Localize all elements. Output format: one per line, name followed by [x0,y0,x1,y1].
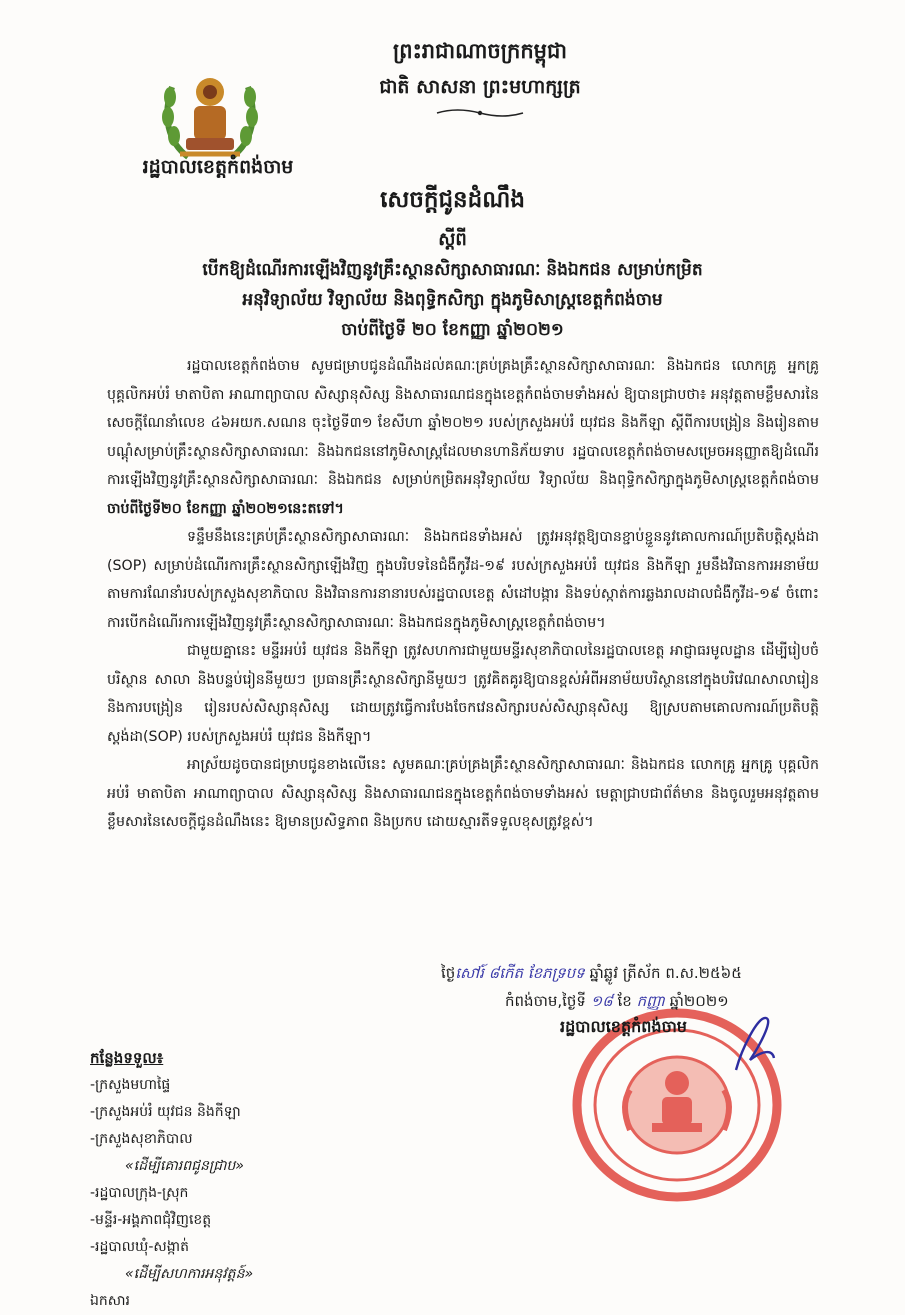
date-place-prefix: កំពង់ចាម,ថ្ងៃទី [505,992,586,1010]
notice-body [107,352,819,837]
lunar-date-handwritten: សៅរ៍ ៨កើត ខែភទ្របទ [455,964,590,982]
date-month-handwritten: កញ្ញា [636,992,665,1010]
recipients-heading: កន្លែងទទួល៖ [90,1049,164,1067]
notice-subject-line-2: អនុវិទ្យាល័យ វិទ្យាល័យ និងពុទ្ធិកសិក្សា ក្នុងភូមិសាស្ត្រខេត្តកំពង់ចាម [242,290,663,310]
notice-subject-line-3: ចាប់ពីថ្ងៃទី ២០ ខែកញ្ញា ឆ្នាំ២០២១ [341,320,564,340]
recipient-item: -រដ្ឋបាលឃុំ-សង្កាត់ [90,1239,189,1255]
national-motto: ជាតិ សាសនា ព្រះមហាក្សត្រ [379,76,581,98]
date-month-label: ខែ [617,992,632,1010]
date-day-handwritten: ១៨ [590,992,613,1010]
notice-subject-label: ស្តីពី [438,229,467,250]
provincial-emblem-icon [150,62,270,162]
signature-icon [728,1008,780,1078]
effective-date-bold: ចាប់ពីថ្ងៃទី២០ ខែកញ្ញា ឆ្នាំ២០២១នេះតទៅ។ [107,500,344,517]
recipient-note: «ដើម្បីគោរពជូនជ្រាប» [125,1158,244,1174]
date-year: ឆ្នាំ២០២១ [669,992,729,1010]
notice-title-block [120,186,785,344]
issuing-office: រដ្ឋបាលខេត្តកំពង់ចាម [142,156,294,178]
recipient-item: ឯកសារ [90,1293,130,1309]
paragraph-3: ជាមួយគ្នានេះ មន្ទីរអប់រំ យុវជន និងកីឡា ត្រូវសហការជាមួយមន្ទីរសុខាភិបាលនៃរដ្ឋបាលខេត្ត អាជ្ញាធរមូលដ្ឋាន ដើម្បីរៀបចំបរិស្ថាន សាលា និងបន្ទប់រៀននីមួយៗ ប្រធានគ្រឹះស្ថានសិក្សានីមួយៗ ត្រូវគិតគូរឱ្យបានខ្ពស់អំពីអនាម័យបរិស្ថាននៅក្នុងបរិវេណសាលារៀន និងការបង្រៀន រៀនរបស់សិស្សានុសិស្ស ដោយត្រូវធ្វើការបែងចែកវេនសិក្សារបស់សិស្សានុសិស្ស ឱ្យស្របតាមគោលការណ៍ប្រតិបត្តិស្តង់ដា(SOP) របស់ក្រសួងអប់រំ យុវជន និងកីឡា។ [107,643,819,745]
recipient-item: -ក្រសួងមហាផ្ទៃ [90,1077,171,1093]
gregorian-date [505,992,729,1014]
kingdom-header [330,38,630,123]
recipient-item: -ក្រសួងអប់រំ យុវជន និងកីឡា [90,1104,241,1120]
recipient-note: «ដើម្បីសហការអនុវត្តន៍» [125,1266,254,1282]
recipient-item: -រដ្ឋបាលក្រុង-ស្រុក [90,1185,189,1201]
ornament-divider [435,107,525,119]
paragraph-1-text: រដ្ឋបាលខេត្តកំពង់ចាម សូមជម្រាបជូនដំណឹងដល់គណៈគ្រប់គ្រងគ្រឹះស្ថានសិក្សាសាធារណៈ និងឯកជន លោកគ្រូ អ្នកគ្រូ បុគ្គលិកអប់រំ មាតាបិតា អាណាព្យាបាល សិស្សានុសិស្ស និងសាធារណជនក្នុងខេត្តកំពង់ចាមទាំងអស់ ឱ្យបានជ្រាបថា៖ អនុវត្តតាមខ្លឹមសារនៃសេចក្តីណែនាំលេខ ៤៦អយក.សណន ចុះថ្ងៃទី៣១ ខែសីហា ឆ្នាំ២០២១ របស់ក្រសួងអប់រំ យុវជន និងកីឡា ស្តីពីការបង្រៀន និងរៀនតាមបណ្តុំសម្រាប់គ្រឹះស្ថានសិក្សាសាធារណៈ និងឯកជននៅភូមិសាស្ត្រដែលមានហានិភ័យទាប រដ្ឋបាលខេត្តកំពង់ចាមសម្រេចអនុញ្ញាតឱ្យដំណើរការឡើងវិញនូវគ្រឹះស្ថានសិក្សាសាធារណៈ និងឯកជន សម្រាប់កម្រិតអនុវិទ្យាល័យ វិទ្យាល័យ និងពុទ្ធិកសិក្សាក្នុងភូមិសាស្ត្រខេត្តកំពង់ចាម [107,358,819,488]
lunar-date [441,964,742,986]
recipient-item: -មន្ទីរ-អង្គភាពជុំវិញខេត្ត [90,1212,212,1228]
paragraph-4: អាស្រ័យដូចបានជម្រាបជូនខាងលើនេះ សូមគណៈគ្រប់គ្រងគ្រឹះស្ថានសិក្សាសាធារណៈ និងឯកជន លោកគ្រូ អ្នកគ្រូ បុគ្គលិកអប់រំ មាតាបិតា អាណាព្យាបាល សិស្សានុសិស្ស និងសាធារណជនក្នុងខេត្តកំពង់ចាមទាំងអស់ មេត្តាជ្រាបជាព័ត៌មាន និងចូលរួមអនុវត្តតាមខ្លឹមសារនៃសេចក្តីជូនដំណឹងនេះ ឱ្យមានប្រសិទ្ធភាព និងប្រកប ដោយស្មារតីទទួលខុសត្រូវខ្ពស់។ [107,757,819,830]
lunar-date-suffix: ឆ្នាំឆ្លូវ ត្រីស័ក ព.ស.២៥៦៥ [589,964,742,982]
recipients-list [90,1045,253,1315]
lunar-date-prefix: ថ្ងៃ [441,964,456,982]
notice-title: សេចក្តីជូនដំណឹង [380,187,525,213]
signer-office: រដ្ឋបាលខេត្តកំពង់ចាម [560,1017,687,1036]
paragraph-1 [107,352,819,523]
paragraph-2: ទន្ទឹមនឹងនេះគ្រប់គ្រឹះស្ថានសិក្សាសាធារណៈ និងឯកជនទាំងអស់ ត្រូវអនុវត្តឱ្យបានខ្ជាប់ខ្ជួននូវគោលការណ៍ប្រតិបត្តិស្តង់ដា (SOP) សម្រាប់ដំណើរការគ្រឹះស្ថានសិក្សាឡើងវិញ ក្នុងបរិបទនៃជំងឺកូវីដ-១៩ របស់ក្រសួងអប់រំ យុវជន និងកីឡា រួមនឹងវិធានការអនាម័យតាមការណែនាំរបស់ក្រសួងសុខាភិបាល និងវិធានការនានារបស់រដ្ឋបាលខេត្ត សំដៅបង្ការ និងទប់ស្កាត់ការឆ្លងរាលដាលជំងឺកូវីដ-១៩ ចំពោះការបើកដំណើរការឡើងវិញនូវគ្រឹះស្ថានសិក្សាសាធារណៈ និងឯកជនក្នុងភូមិសាស្ត្រខេត្តកំពង់ចាម។ [107,529,819,631]
recipient-item: -ក្រសួងសុខាភិបាល [90,1131,193,1147]
notice-subject-line-1: បើកឱ្យដំណើរការឡើងវិញនូវគ្រឹះស្ថានសិក្សាសាធារណៈ និងឯកជន សម្រាប់កម្រិត [202,260,703,280]
kingdom-name: ព្រះរាជាណាចក្រកម្ពុជា [392,39,567,63]
